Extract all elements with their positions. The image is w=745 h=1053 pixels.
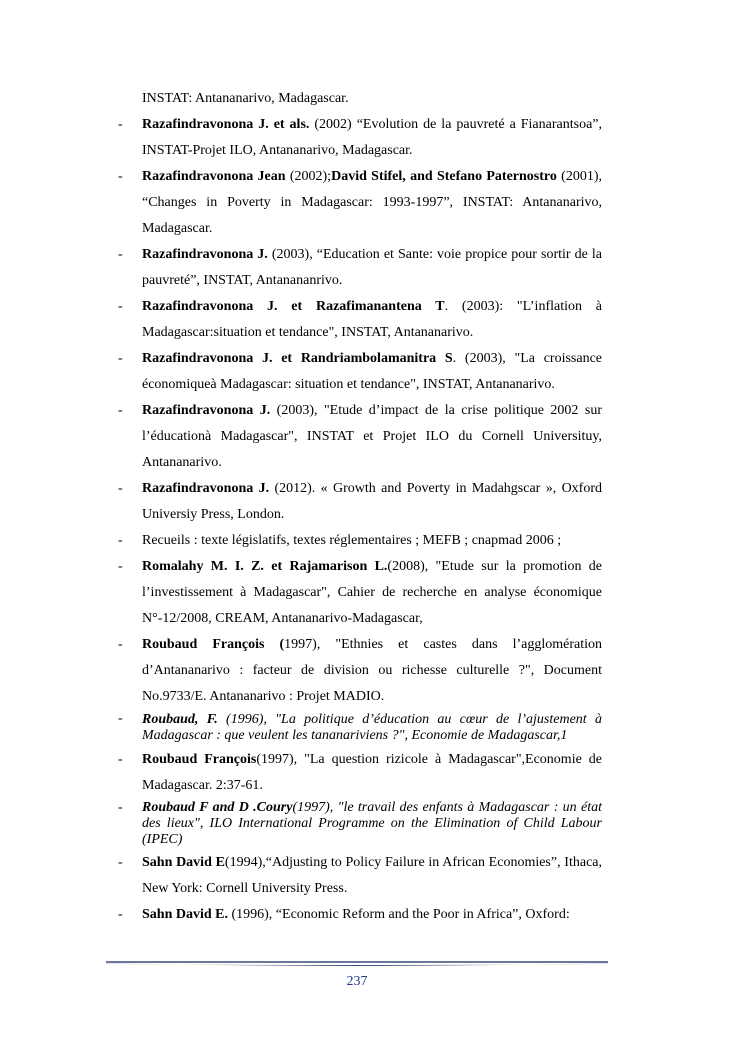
list-dash: -: [118, 299, 123, 314]
list-dash: -: [118, 403, 123, 418]
bibliography-continuation-line: INSTAT: Antananarivo, Madagascar.: [142, 91, 349, 106]
entry-author-secondary: David Stifel, and Stefano Paternostro: [331, 169, 557, 184]
bibliography-entry: [118, 747, 602, 799]
entry-text: (2012). « Growth and Poverty in Madahgscar », Oxford Universiy Press, London.: [142, 481, 603, 522]
bibliography-entry: [118, 294, 602, 346]
list-dash: -: [118, 169, 123, 184]
entry-text: (2002);: [285, 169, 332, 184]
entry-author: Sahn David E.: [142, 907, 228, 922]
list-dash: -: [118, 533, 123, 548]
list-dash: -: [118, 800, 123, 815]
entry-author: Razafindravonona J.: [142, 481, 270, 496]
entry-author: Razafindravonona J.: [142, 247, 268, 262]
bibliography-entry: [118, 799, 602, 850]
bibliography-entry: [118, 710, 602, 747]
bibliography-entry: [118, 164, 602, 242]
entry-author: Sahn David E: [142, 855, 225, 870]
list-dash: -: [118, 117, 123, 132]
bibliography-entry: [118, 398, 602, 476]
bibliography-entry: [118, 112, 602, 164]
entry-author: Roubaud François: [142, 752, 257, 767]
entry-author: Razafindravonona J. et Razafimanantena T: [142, 299, 445, 314]
entry-author: Razafindravonona J. et Randriambolamanitra S: [142, 351, 453, 366]
entry-text: (2003), "Etude d’impact de la crise politique 2002 sur l’éducationà Madagascar", INSTAT et Projet ILO du Cornell Universituy, Antananarivo.: [142, 403, 602, 470]
entry-author: Romalahy M. I. Z. et Rajamarison L.: [142, 559, 388, 574]
bibliography-list: [118, 86, 602, 928]
bibliography-entry: [118, 632, 602, 710]
bibliography-entry: [118, 242, 602, 294]
entry-text: Recueils : texte législatifs, textes réglementaires ; MEFB ; cnapmad 2006 ;: [142, 533, 562, 548]
bibliography-entry: [118, 476, 602, 528]
list-dash: -: [118, 711, 123, 726]
bibliography-entry: [118, 902, 602, 928]
list-dash: -: [118, 637, 123, 652]
entry-author: Razafindravonona J. et als.: [142, 117, 310, 132]
entry-author: Razafindravonona Jean: [142, 169, 286, 184]
list-dash: -: [118, 247, 123, 262]
bibliography-entry: [118, 850, 602, 902]
page-number: 237: [346, 974, 368, 989]
list-dash: -: [118, 481, 123, 496]
list-dash: -: [118, 855, 123, 870]
list-dash: -: [118, 907, 123, 922]
entry-text: (2008), "Etude sur la promotion de l’investissement à Madagascar", Cahier de recherche en analyse économique N°-12/2008, CREAM, Antananarivo-Madagascar,: [142, 559, 602, 626]
entry-author: Roubaud François (: [142, 637, 285, 652]
entry-text: (1996), "La politique d’éducation au cœur de l’ajustement à Madagascar : que veulent les tananariviens ?", Economie de Madagascar,1: [142, 712, 602, 743]
entry-text: . (2003), "La croissance économiqueà Madagascar: situation et tendance", INSTAT, Antananarivo.: [142, 351, 603, 392]
entry-text: (2001), “Changes in Poverty in Madagascar: 1993-1997”, INSTAT: Antananarivo, Madagascar.: [142, 169, 603, 236]
entry-author: Roubaud F and D .Coury: [142, 800, 293, 815]
footer-rule: [106, 958, 608, 972]
entry-author: Razafindravonona J.: [142, 403, 271, 418]
entry-text: (1997), "La question rizicole à Madagascar",Economie de Madagascar. 2:37-61.: [142, 752, 602, 793]
entry-text: (2002) “Evolution de la pauvreté a Fianarantsoa”, INSTAT-Projet ILO, Antananarivo, Madagascar.: [142, 117, 603, 158]
list-dash: -: [118, 752, 123, 767]
entry-text: (1994),“Adjusting to Policy Failure in African Economies”, Ithaca, New York: Cornell University Press.: [142, 855, 603, 896]
list-dash: -: [118, 559, 123, 574]
bibliography-entry: [118, 554, 602, 632]
entry-text: 1997), "Ethnies et castes dans l’agglomération d’Antananarivo : facteur de division ou richesse culturelle ?", Document No.9733/E. Antananarivo : Projet MADIO.: [142, 637, 602, 704]
entry-text: (1997), "le travail des enfants à Madagascar : un état des lieux", ILO International Programme on the Elimination of Child Labour (IPEC): [142, 800, 602, 847]
page-footer: [106, 958, 608, 998]
entry-text: . (2003): "L’inflation à Madagascar:situation et tendance", INSTAT, Antananarivo.: [142, 299, 602, 340]
entry-author: Roubaud, F.: [142, 712, 218, 727]
list-dash: -: [118, 351, 123, 366]
bibliography-entry: [118, 528, 602, 554]
bibliography-entry: [118, 346, 602, 398]
entry-text: (2003), “Education et Sante: voie propice pour sortir de la pauvreté”, INSTAT, Antanananrivo.: [142, 247, 603, 288]
entry-text: (1996), “Economic Reform and the Poor in Africa”, Oxford:: [227, 907, 570, 922]
